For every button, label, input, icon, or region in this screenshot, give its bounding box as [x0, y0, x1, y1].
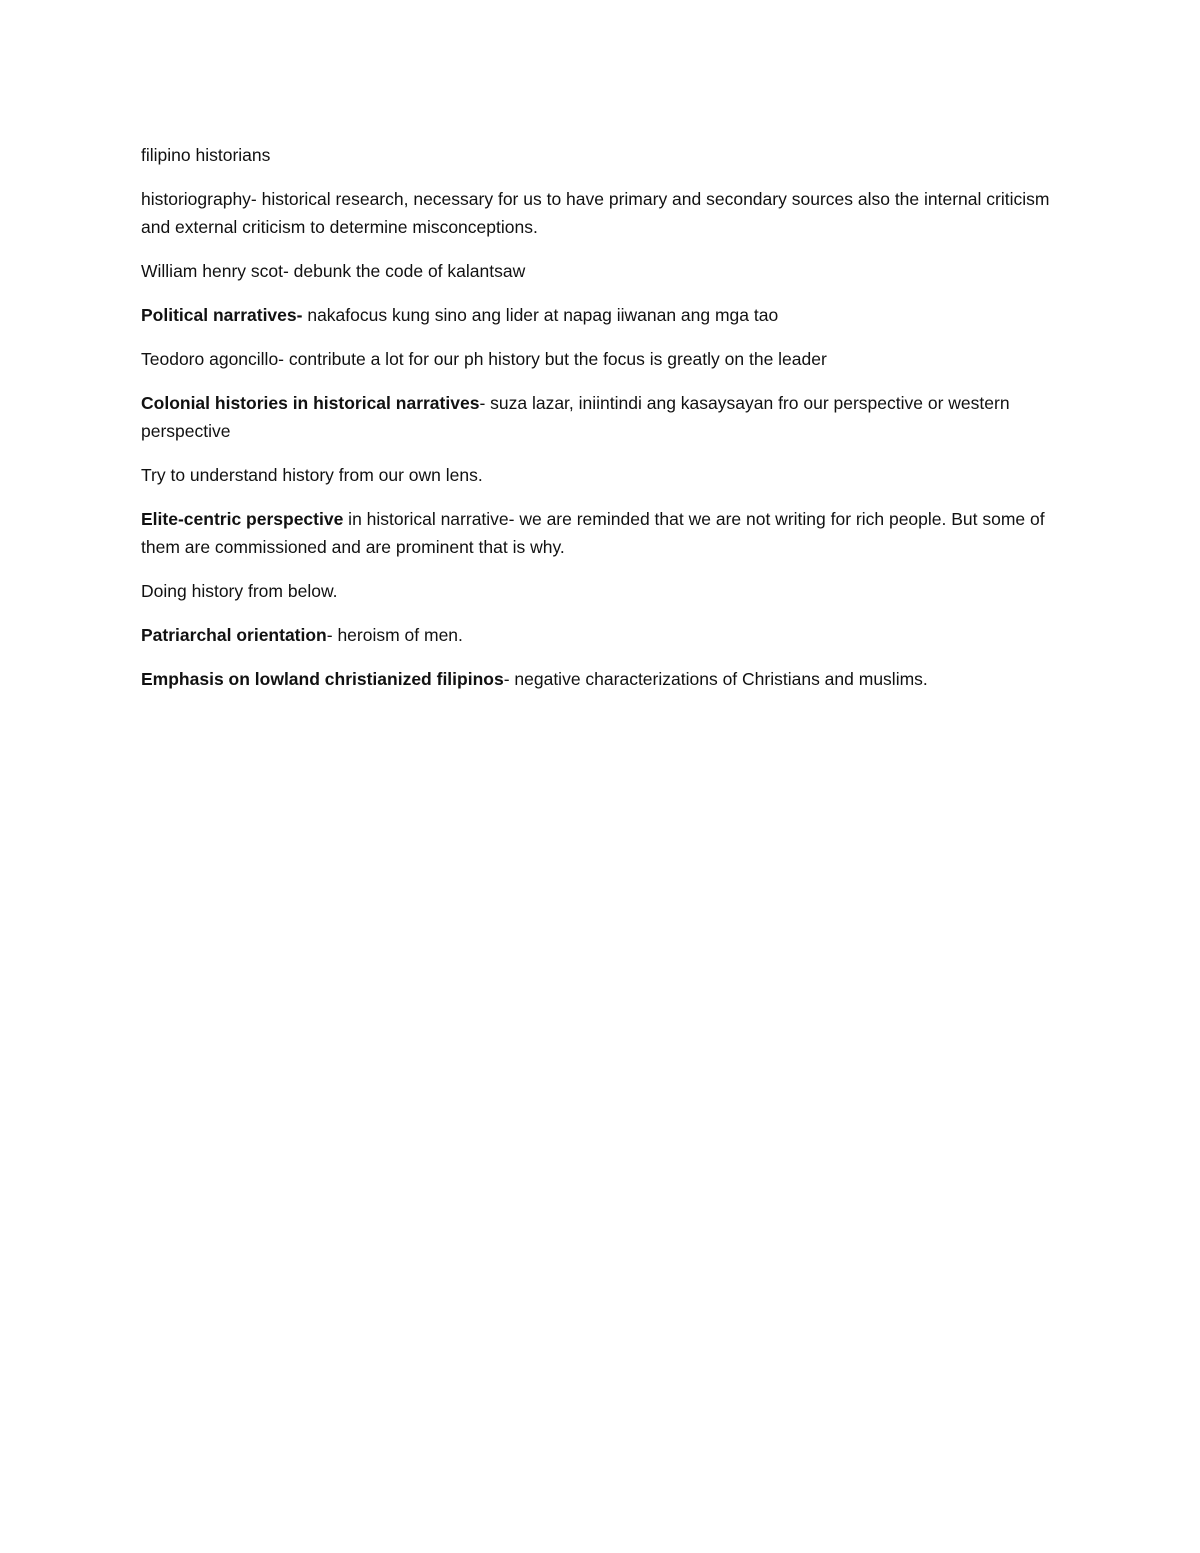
- paragraph-teodoro-agoncillo: [141, 345, 1061, 373]
- paragraph-own-lens: [141, 461, 1061, 489]
- paragraph-historiography: [141, 185, 1061, 241]
- paragraph-william-henry-scot: [141, 257, 1061, 285]
- paragraph-term: Political narratives-: [141, 305, 303, 325]
- paragraph-text: Doing history from below.: [141, 581, 338, 601]
- paragraph-elite-centric: [141, 505, 1061, 561]
- paragraph-term: Patriarchal orientation: [141, 625, 327, 645]
- paragraph-political-narratives: [141, 301, 1061, 329]
- document-body: [141, 141, 1061, 709]
- paragraph-text: historiography- historical research, necessary for us to have primary and secondary sources also the internal criticism and external criticism to determine misconceptions.: [141, 189, 1050, 237]
- paragraph-text: Teodoro agoncillo- contribute a lot for our ph history but the focus is greatly on the leader: [141, 349, 827, 369]
- paragraph-text: - heroism of men.: [326, 625, 463, 645]
- paragraph-term: Emphasis on lowland christianized filipinos: [141, 669, 504, 689]
- paragraph-text: - suza lazar, iniintindi ang kasaysayan fro our perspective or western perspective: [141, 393, 1010, 441]
- paragraph-lowland-christianized: [141, 665, 1061, 693]
- paragraph-text: filipino historians: [141, 145, 271, 165]
- paragraph-term: Elite-centric perspective: [141, 509, 344, 529]
- paragraph-text: - negative characterizations of Christians and muslims.: [503, 669, 928, 689]
- paragraph-term: Colonial histories in historical narratives: [141, 393, 480, 413]
- paragraph-history-from-below: [141, 577, 1061, 605]
- paragraph-text: in historical narrative- we are reminded that we are not writing for rich people. But some of them are commissioned and are prominent that is why.: [141, 509, 1045, 557]
- paragraph-colonial-histories: [141, 389, 1061, 445]
- paragraph-patriarchal-orientation: [141, 621, 1061, 649]
- paragraph-text: Try to understand history from our own lens.: [141, 465, 483, 485]
- paragraph-text: William henry scot- debunk the code of kalantsaw: [141, 261, 526, 281]
- paragraph-title: [141, 141, 1061, 169]
- paragraph-text: nakafocus kung sino ang lider at napag iiwanan ang mga tao: [302, 305, 779, 325]
